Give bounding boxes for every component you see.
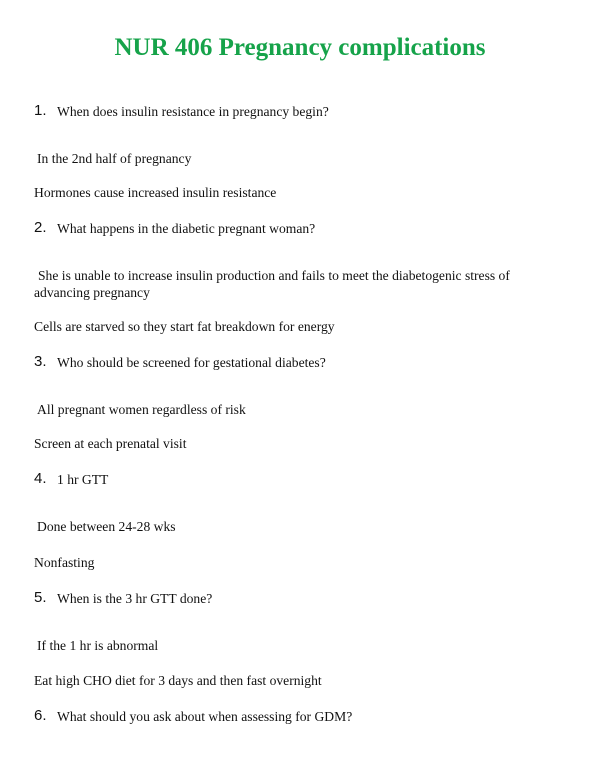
- question-text: What happens in the diabetic pregnant woman?: [57, 221, 316, 236]
- answer-text: If the 1 hr is abnormal: [37, 638, 159, 653]
- answer-text: Hormones cause increased insulin resistance: [34, 185, 277, 200]
- question-number: 4.: [34, 470, 47, 487]
- answer-text: Nonfasting: [34, 555, 95, 570]
- question-text: When does insulin resistance in pregnancy begin?: [57, 104, 329, 119]
- answer-text: All pregnant women regardless of risk: [37, 402, 246, 417]
- answer-text: She is unable to increase insulin production and fails to meet the diabetogenic stress of advancing pregnancy: [34, 268, 510, 300]
- question-text: Who should be screened for gestational diabetes?: [57, 355, 326, 370]
- answer-text: Eat high CHO diet for 3 days and then fast overnight: [34, 673, 322, 688]
- answer-text: Screen at each prenatal visit: [34, 436, 187, 451]
- question-text: What should you ask about when assessing for GDM?: [57, 709, 353, 724]
- question-number: 5.: [34, 589, 47, 606]
- answer-text: Cells are starved so they start fat breakdown for energy: [34, 319, 335, 334]
- question-number: 6.: [34, 707, 47, 724]
- question-number: 3.: [34, 353, 47, 370]
- answer-text: In the 2nd half of pregnancy: [37, 151, 192, 166]
- question-text: 1 hr GTT: [57, 472, 109, 487]
- question-text: When is the 3 hr GTT done?: [57, 591, 213, 606]
- page-title: NUR 406 Pregnancy complications: [114, 34, 486, 61]
- question-number: 1.: [34, 102, 47, 119]
- question-number: 2.: [34, 219, 47, 236]
- answer-text: Done between 24-28 wks: [37, 519, 176, 534]
